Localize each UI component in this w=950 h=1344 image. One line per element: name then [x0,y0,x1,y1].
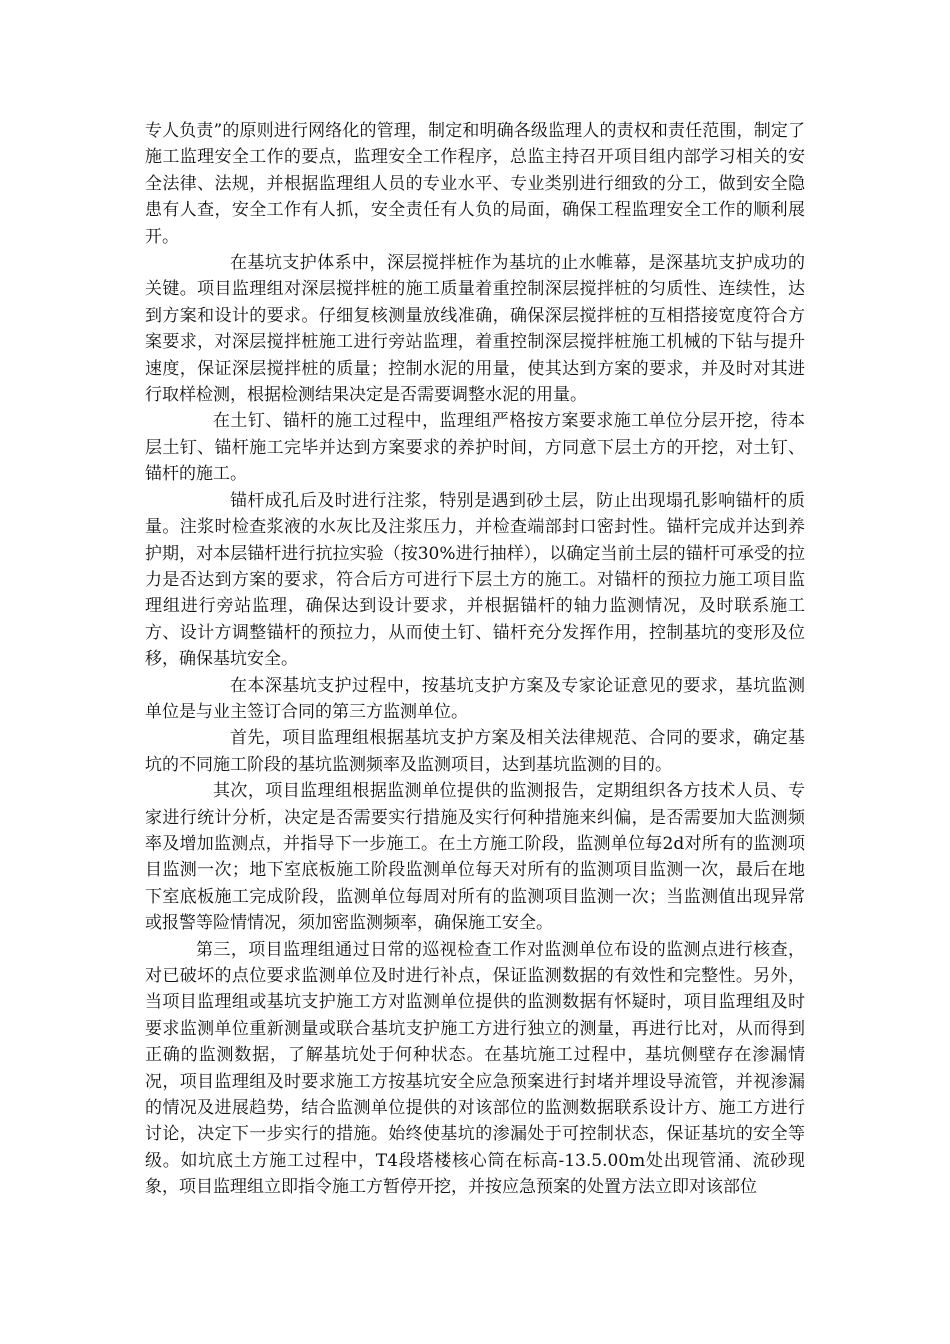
paragraph-5: 在本深基坑支护过程中，按基坑支护方案及专家论证意见的要求，基坑监测单位是与业主签订合同的第三方监测单位。 [145,675,805,722]
paragraph-7: 其次，项目监理组根据监测单位提供的监测报告，定期组织各方技术人员、专家进行统计分析，决定是否需要实行措施及实行何种措施来纠偏，是否需要加大监测频率及增加监测点，并指导下一步施工。在土方施工阶段，监测单位每2d对所有的监测项目监测一次；地下室底板施工阶段监测单位每天对所有的监测项目监测一次，最后在地下室底板施工完成阶段，监测单位每周对所有的监测项目监测一次；当监测值出现异常或报警等险情情况，须加密监测频率，确保施工安全。 [145,781,805,934]
paragraph-4: 锚杆成孔后及时进行注浆，特别是遇到砂土层，防止出现塌孔影响锚杆的质量。注浆时检查浆液的水灰比及注浆压力，并检查端部封口密封性。锚杆完成并达到养护期，对本层锚杆进行抗拉实验（按30%进行抽样），以确定当前土层的锚杆可承受的拉力是否达到方案的要求，符合后方可进行下层土方的施工。对锚杆的预拉力施工项目监理组进行旁站监理，确保达到设计要求，并根据锚杆的轴力监测情况，及时联系施工方、设计方调整锚杆的预拉力，从而使土钉、锚杆充分发挥作用，控制基坑的变形及位移，确保基坑安全。 [145,490,805,670]
paragraph-1: 专人负责”的原则进行网络化的管理，制定和明确各级监理人的责权和责任范围，制定了施工监理安全工作的要点，监理安全工作程序，总监主持召开项目组内部学习相关的安全法律、法规，并根据监理组人员的专业水平、专业类别进行细致的分工，做到安全隐患有人查，安全工作有人抓，安全责任有人负的局面，确保工程监理安全工作的顺利展开。 [145,121,805,247]
paragraph-6: 首先，项目监理组根据基坑支护方案及相关法律规范、合同的要求，确定基坑的不同施工阶段的基坑监测频率及监测项目，达到基坑监测的目的。 [145,728,805,775]
document-body [145,118,805,1201]
paragraph-3: 在土钉、锚杆的施工过程中，监理组严格按方案要求施工单位分层开挖，待本层土钉、锚杆施工完毕并达到方案要求的养护时间，方同意下层土方的开挖，对土钉、锚杆的施工。 [145,411,805,485]
paragraph-8: 第三，项目监理组通过日常的巡视检查工作对监测单位布设的监测点进行核查，对已破坏的点位要求监测单位及时进行补点，保证监测数据的有效性和完整性。另外，当项目监理组或基坑支护施工方对监测单位提供的监测数据有怀疑时，项目监理组及时要求监测单位重新测量或联合基坑支护施工方进行独立的测量，再进行比对，从而得到正确的监测数据，了解基坑处于何种状态。在基坑施工过程中，基坑侧壁存在渗漏情况，项目监理组及时要求施工方按基坑安全应急预案进行封堵并埋设导流管，并视渗漏的情况及进展趋势，结合监测单位提供的对该部位的监测数据联系设计方、施工方进行讨论，决定下一步实行的措施。始终使基坑的渗漏处于可控制状态，保证基坑的安全等级。如坑底土方施工过程中，T4段塔楼核心筒在标高-13.5.00m处出现管涌、流砂现象，项目监理组立即指令施工方暂停开挖，并按应急预案的处置方法立即对该部位 [145,939,805,1198]
paragraph-2: 在基坑支护体系中，深层搅拌桩作为基坑的止水帷幕，是深基坑支护成功的关键。项目监理组对深层搅拌桩的施工质量着重控制深层搅拌桩的匀质性、连续性，达到方案和设计的要求。仔细复核测量放线准确，确保深层搅拌桩的互相搭接宽度符合方案要求，对深层搅拌桩施工进行旁站监理，着重控制深层搅拌桩施工机械的下钻与提升速度，保证深层搅拌桩的质量；控制水泥的用量，使其达到方案的要求，并及时对其进行取样检测，根据检测结果决定是否需要调整水泥的用量。 [145,253,805,406]
